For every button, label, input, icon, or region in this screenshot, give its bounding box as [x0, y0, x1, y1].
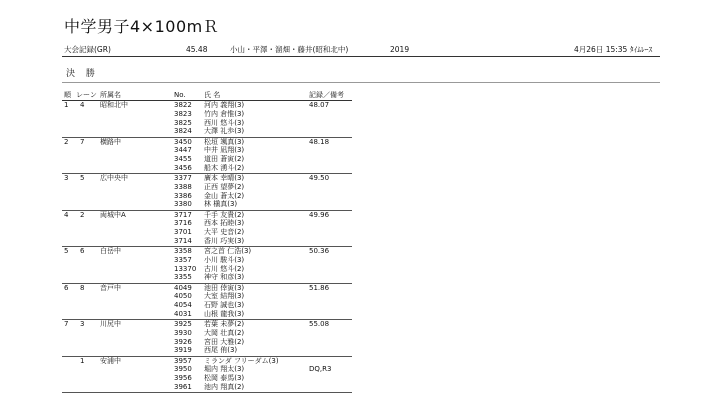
member-name: 若葉 未夢(2) [204, 320, 245, 328]
member-number: 3455 [174, 155, 192, 164]
member-number: 3714 [174, 236, 192, 245]
school-cell: 川尻中 [100, 320, 121, 328]
table-row [62, 247, 352, 284]
member-list [174, 211, 309, 246]
member-number: 3357 [174, 255, 192, 264]
mark-cell: DQ,R3 [309, 365, 332, 374]
record-time: 45.48 [186, 45, 208, 54]
member-row [174, 256, 309, 265]
member-row [174, 383, 309, 392]
member-name: 宮田 大雅(2) [204, 337, 245, 346]
school-cell: 白岳中 [100, 247, 121, 255]
member-number: 4054 [174, 301, 192, 310]
rank-cell: 7 [64, 320, 69, 328]
lane-cell: 1 [80, 356, 85, 365]
col-no: No. [174, 91, 186, 99]
lane-cell: 2 [80, 210, 85, 219]
member-name: 道田 蒼寅(2) [204, 155, 245, 164]
member-row [174, 164, 309, 173]
member-name: 西尾 侑(3) [204, 346, 238, 355]
page-title: 中学男子4×100mＲ [64, 17, 220, 36]
member-name: 金山 蒼太(2) [204, 191, 245, 200]
member-row [174, 365, 309, 374]
lane-cell: 4 [80, 101, 85, 109]
member-name: 廣本 幸晴(3) [204, 174, 245, 182]
member-number: 3701 [174, 228, 192, 237]
member-list [174, 284, 309, 319]
rank-cell: 6 [64, 283, 69, 292]
member-number: 3386 [174, 191, 192, 200]
member-row [174, 155, 309, 164]
member-number: 3825 [174, 118, 192, 127]
divider [62, 82, 660, 83]
member-name: 大澤 礼歩(3) [204, 127, 245, 136]
member-row [174, 247, 309, 256]
member-name: 西川 悠斗(3) [204, 118, 245, 127]
mark-cell: 49.50 [309, 174, 330, 182]
member-name: 林 槇真(3) [204, 200, 238, 209]
record-holders: 小山・平澤・溜畑・藤井(昭和北中) [230, 45, 349, 54]
member-row [174, 292, 309, 301]
member-number: 3447 [174, 146, 192, 155]
school-cell: 横路中 [100, 137, 121, 146]
mark-cell: 55.08 [309, 320, 330, 328]
school-cell: 両城中A [100, 210, 126, 219]
member-number: 3930 [174, 328, 192, 337]
member-number: 3961 [174, 382, 192, 391]
member-row [174, 192, 309, 201]
member-row [174, 183, 309, 192]
member-row [174, 138, 309, 147]
member-list [174, 101, 309, 136]
member-row [174, 301, 309, 310]
member-name: 正西 望夢(2) [204, 182, 245, 191]
member-list [174, 174, 309, 209]
member-row [174, 338, 309, 347]
member-number: 3355 [174, 273, 192, 282]
member-number: 3358 [174, 247, 192, 255]
table-row [62, 357, 352, 394]
member-name: ミランダ フリーダム(3) [204, 356, 279, 365]
table-row [62, 174, 352, 211]
member-row [174, 174, 309, 183]
member-row [174, 219, 309, 228]
table-row [62, 320, 352, 357]
table-row [62, 101, 352, 138]
lane-cell: 3 [80, 320, 85, 328]
col-name: 氏 名 [204, 91, 221, 99]
results-table [62, 101, 352, 393]
member-row [174, 211, 309, 220]
mark-cell: 49.96 [309, 210, 330, 219]
member-name: 船木 湧斗(2) [204, 163, 245, 172]
member-number: 4031 [174, 309, 192, 318]
rank-cell: 3 [64, 174, 69, 182]
member-number: 3925 [174, 320, 192, 328]
member-name: 古川 悠斗(2) [204, 264, 245, 273]
member-row [174, 284, 309, 293]
member-number: 3950 [174, 365, 192, 374]
rank-cell: 2 [64, 137, 69, 146]
record-year: 2019 [390, 45, 410, 54]
member-row [174, 110, 309, 119]
member-number: 3380 [174, 200, 192, 209]
school-cell: 音戸中 [100, 283, 121, 292]
member-list [174, 320, 309, 355]
member-number: 3388 [174, 182, 192, 191]
member-name: 千手 友貴(2) [204, 210, 245, 219]
member-row [174, 374, 309, 383]
lane-cell: 6 [80, 247, 85, 255]
member-name: 神守 和彦(3) [204, 273, 245, 282]
member-name: 大室 結翔(3) [204, 292, 245, 301]
member-number: 3450 [174, 137, 192, 146]
lane-cell: 5 [80, 174, 85, 182]
member-name: 石野 誠也(3) [204, 301, 245, 310]
rank-cell: 1 [64, 101, 69, 109]
member-row [174, 320, 309, 329]
member-number: 13370 [174, 264, 197, 273]
member-name: 大岡 壮真(2) [204, 328, 245, 337]
member-name: 池田 倖寅(3) [204, 283, 245, 292]
mark-cell: 48.18 [309, 137, 330, 146]
lane-cell: 8 [80, 283, 85, 292]
member-name: 中井 凪翔(3) [204, 146, 245, 155]
member-row [174, 273, 309, 282]
member-row [174, 146, 309, 155]
col-rank: 順 [64, 91, 71, 99]
member-number: 3377 [174, 174, 192, 182]
member-row [174, 310, 309, 319]
member-name: 香川 巧実(3) [204, 236, 245, 245]
meet-record-row [62, 44, 660, 57]
member-row [174, 357, 309, 366]
member-name: 河内 義翔(3) [204, 101, 245, 109]
member-row [174, 237, 309, 246]
member-name: 松垣 颯真(3) [204, 137, 245, 146]
member-number: 4050 [174, 292, 192, 301]
mark-cell: 50.36 [309, 247, 330, 255]
school-cell: 昭和北中 [100, 101, 128, 109]
school-cell: 広中央中 [100, 174, 128, 182]
col-lane: レーン [76, 91, 97, 99]
record-label: 大会記録(GR) [64, 45, 111, 54]
member-row [174, 127, 309, 136]
member-name: 大平 史音(2) [204, 228, 245, 237]
rank-cell: 5 [64, 247, 69, 255]
lane-cell: 7 [80, 137, 85, 146]
school-cell: 安浦中 [100, 356, 121, 365]
member-name: 宮之首 仁浩(3) [204, 247, 252, 255]
member-number: 3824 [174, 127, 192, 136]
column-header [62, 90, 352, 101]
member-row [174, 329, 309, 338]
record-datetime: 4月26日 15:35 ﾀｲﾑﾚｰｽ [574, 45, 653, 54]
member-row [174, 346, 309, 355]
member-number: 3957 [174, 356, 192, 365]
member-name: 松岡 泰馬(3) [204, 374, 245, 383]
member-list [174, 138, 309, 173]
member-name: 西本 拓睦(3) [204, 219, 245, 228]
table-row [62, 211, 352, 248]
member-number: 4049 [174, 283, 192, 292]
col-school: 所属名 [100, 91, 121, 99]
member-row [174, 101, 309, 110]
section-label: 決 勝 [66, 69, 99, 79]
col-mark: 記録／備考 [309, 91, 344, 99]
member-name: 山根 龍我(3) [204, 309, 245, 318]
member-number: 3717 [174, 210, 192, 219]
member-number: 3926 [174, 337, 192, 346]
rank-cell: 4 [64, 210, 69, 219]
member-number: 3956 [174, 374, 192, 383]
member-list [174, 247, 309, 282]
member-name: 小川 駿斗(3) [204, 255, 245, 264]
member-row [174, 200, 309, 209]
member-name: 池内 翔真(2) [204, 382, 245, 391]
member-name: 堀内 翔太(3) [204, 365, 245, 374]
mark-cell: 48.07 [309, 101, 330, 109]
member-list [174, 357, 309, 392]
member-row [174, 228, 309, 237]
mark-cell: 51.86 [309, 283, 330, 292]
table-row [62, 284, 352, 321]
member-number: 3456 [174, 163, 192, 172]
table-row [62, 138, 352, 175]
member-number: 3823 [174, 109, 192, 118]
member-name: 竹内 倉惟(3) [204, 109, 245, 118]
member-number: 3919 [174, 346, 192, 355]
member-number: 3822 [174, 101, 192, 109]
member-number: 3716 [174, 219, 192, 228]
